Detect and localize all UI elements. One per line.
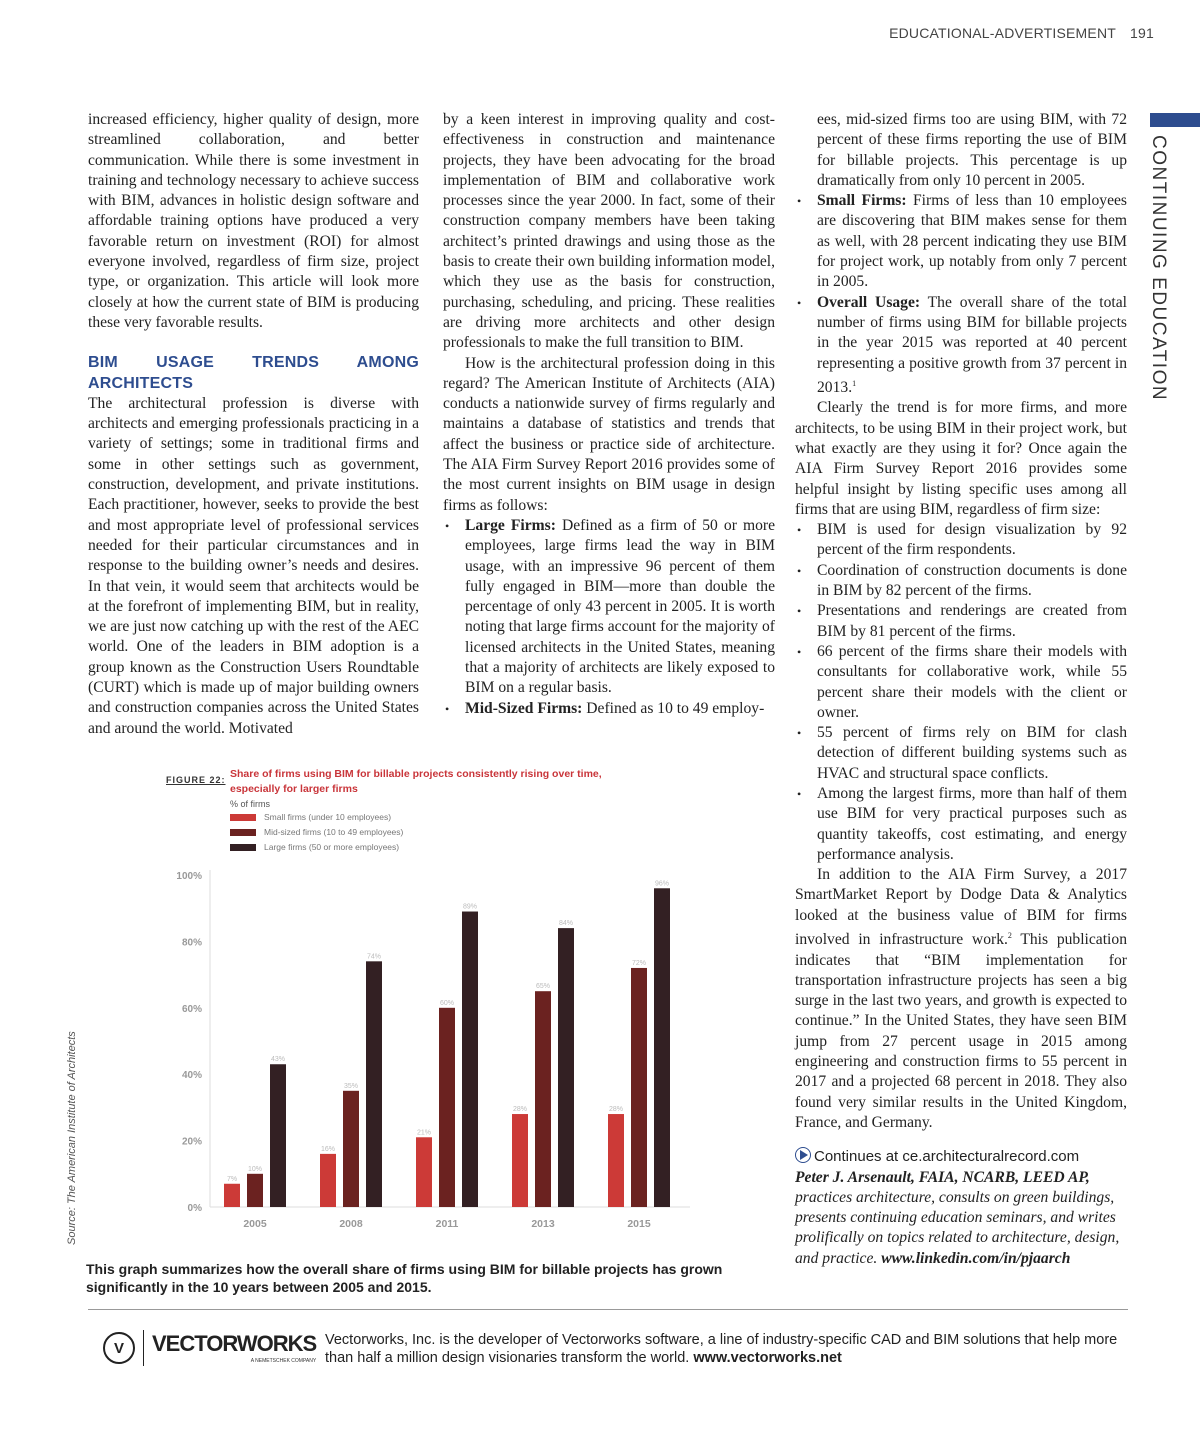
text: Defined as 10 to 49 employ- [582, 699, 765, 717]
page-number: 191 [1130, 25, 1154, 41]
sponsor-text [325, 1331, 1125, 1367]
text: This publication indicates that “BIM implementation for transportation infrastructure projects has seen a big surge in the last two years, and growth is expected to continue.” In the United States, they have seen BIM jump from 27 percent usage in 2015 among engineering and construction firms to 55 percent in 2017 and a projected 68 percent in 2018. They also found very similar results in the United Kingdom, France, and Germany. [795, 931, 1127, 1131]
list-item: • Presentations and renderings are created from BIM by 81 percent of the firms. [817, 601, 1127, 642]
author-bio [795, 1168, 1127, 1269]
footnote-ref: 1 [852, 378, 857, 388]
y-tick-label: 100% [176, 871, 202, 882]
continues-text[interactable]: Continues at ce.architecturalrecord.com [814, 1148, 1080, 1166]
logo-subtext: A NEMETSCHEK COMPANY [250, 1358, 317, 1364]
plot-area [160, 760, 700, 1240]
bar-large [270, 1064, 286, 1207]
paragraph: by a keen interest in improving quality and cost-effectiveness in construction and maintenance projects, they have been advocating for the broad implementation of BIM and collaborative work processes since the year 2000. In fact, some of their construction company members have been taking architect’s printed drawings and using those as the basis to create their own building information model, which they use as the basis for construction, purchasing, scheduling, and pricing. These realities are driving more architects and other design professionals to make the full transition to BIM. [443, 111, 775, 352]
sponsor-link[interactable]: www.vectorworks.net [693, 1350, 842, 1366]
running-header [875, 25, 1154, 41]
text: Vectorworks, Inc. is the developer of Vectorworks software, a line of industry-specific CAD and BIM solutions that help more than half a million design visionaries transform the world. [325, 1332, 1118, 1366]
data-label: 72% [631, 959, 647, 967]
continues-link[interactable] [795, 1147, 1127, 1167]
bar-mid-sized [535, 991, 551, 1207]
bar-large [462, 912, 478, 1207]
figure-caption: This graph summarizes how the overall share of firms using BIM for billable projects has grown significantly in the 10 years between 2005 and 2015. [86, 1261, 723, 1295]
term: Mid-Sized Firms: [465, 699, 583, 717]
bar-small [416, 1137, 432, 1207]
bar-chart [160, 760, 700, 1240]
list-item: • Coordination of construction documents is done in BIM by 82 percent of the firms. [817, 561, 1127, 602]
paragraph: Clearly the trend is for more firms, and more architects, to be using BIM in their project work, but what exactly are they using it for? Once again the AIA Firm Survey Report 2016 provides some helpful insight by listing specific uses among all firms that are using BIM, regardless of firm size: [795, 399, 1127, 518]
paragraph: The architectural profession is diverse with architects and emerging professionals practicing in a variety of settings; some in traditional firms and some in other settings such as government, construction, development, and private institutions. Each practitioner, however, seeks to provide the best and most appropriate level of professional services needed for their particular circumstances and in response to the building owner’s needs and desires. In that vein, it would seem that architects would be at the forefront of implementing BIM, but in reality, we are just now catching up with the rest of the AEC world. One of the leaders in BIM adoption is a group known as the Construction Users Roundtable (CURT) which is made up of major building owners and construction companies across the United States and around the world. Motivated [88, 394, 419, 737]
data-label: 60% [439, 999, 455, 1007]
x-tick-label: 2015 [627, 1218, 651, 1230]
firm-size-list [443, 516, 775, 719]
term: Overall Usage: [817, 293, 921, 311]
data-label: 28% [512, 1106, 528, 1114]
data-label: 43% [270, 1056, 286, 1064]
paragraph: How is the architectural profession doing in this regard? The American Institute of Architects (AIA) conducts a nationwide survey of firms regularly and maintains a database of statistics and trends that affect the business or practice side of architecture. The AIA Firm Survey Report 2016 provides some of the most current insights on BIM usage in design firms as follows: [443, 354, 775, 514]
y-tick-label: 20% [181, 1136, 202, 1148]
author-link[interactable]: www.linkedin.com/in/pjaarch [881, 1249, 1071, 1267]
bar-small [608, 1114, 624, 1207]
list-item: • Among the largest firms, more than half of them use BIM for very practical purposes such as quantity takeoffs, cost estimating, and energy performance analysis. [817, 784, 1127, 865]
bar-small [512, 1114, 528, 1207]
column-3 [795, 110, 1127, 1269]
x-tick-label: 2005 [243, 1218, 267, 1230]
data-label: 84% [558, 920, 574, 928]
list-item [465, 516, 775, 699]
x-tick-label: 2011 [435, 1218, 459, 1230]
bar-large [654, 888, 670, 1207]
bar-mid-sized [439, 1008, 455, 1207]
y-tick-label: 0% [187, 1203, 202, 1214]
column-1 [88, 110, 419, 739]
list-item: • 66 percent of the firms share their models with consultants for collaborative work, while 55 percent share their models with the client or owner. [817, 642, 1127, 723]
bar-mid-sized [343, 1091, 359, 1207]
legend-label: Large firms (50 or more employees) [264, 842, 400, 852]
figure-label: FIGURE 22: [166, 775, 226, 785]
list-item [817, 293, 1127, 399]
data-label: 16% [320, 1145, 336, 1153]
x-tick-label: 2008 [339, 1218, 363, 1230]
y-tick-label: 40% [181, 1070, 202, 1082]
logo-text: VECTORWORKS [152, 1331, 317, 1356]
firm-size-list-cont [795, 110, 1127, 398]
bar-mid-sized [247, 1174, 263, 1207]
data-label: 28% [608, 1106, 624, 1114]
footnote-ref: 2 [1007, 931, 1012, 941]
text: In addition to the AIA Firm Survey, a 2017 SmartMarket Report by Dodge Data & Analytics looked at the business value of BIM for firms involved in infrastructure work. [795, 866, 1127, 949]
bar-large [558, 928, 574, 1207]
divider [88, 1309, 1128, 1310]
data-label: 96% [654, 880, 670, 888]
author-name: Peter J. Arsenault, FAIA, NCARB, LEED AP, [795, 1168, 1090, 1186]
data-label: 35% [343, 1082, 359, 1090]
list-item [817, 191, 1127, 292]
legend-label: Small firms (under 10 employees) [264, 812, 392, 822]
side-label: CONTINUING EDUCATION [1148, 135, 1169, 402]
list-item-cont [817, 110, 1127, 191]
text: The overall share of the total number of firms using BIM for billable projects in the year 2015 was reported at 40 percent representing a positive growth from 37 percent in 2013. [817, 293, 1127, 397]
bar-large [366, 961, 382, 1207]
logo-divider [143, 1330, 144, 1366]
list-item: • 55 percent of firms rely on BIM for clash detection of different building systems such as HVAC and structural space conflicts. [817, 723, 1127, 784]
y-axis-label: % of firms [230, 799, 271, 809]
text: ees, mid-sized firms too are using BIM, with 72 percent of these firms reporting the use of BIM for billable projects. This percentage is up dramatically from only 10 percent in 2005. [817, 111, 1127, 189]
data-label: 89% [462, 903, 478, 911]
list-item: • BIM is used for design visualization by 92 percent of the firm respondents. [817, 520, 1127, 561]
uses-list [795, 520, 1127, 865]
paragraph [795, 865, 1127, 1133]
y-tick-label: 60% [181, 1003, 202, 1015]
x-tick-label: 2013 [531, 1218, 555, 1230]
bar-small [224, 1184, 240, 1207]
data-label: 74% [366, 953, 382, 961]
list-item [465, 699, 775, 719]
data-label: 10% [247, 1165, 263, 1173]
column-2 [443, 110, 775, 719]
section-tab [1150, 113, 1200, 127]
section-label: EDUCATIONAL-ADVERTISEMENT [889, 25, 1117, 41]
legend-label: Mid-sized firms (10 to 49 employees) [264, 827, 404, 837]
chart-source: Source: The American Institute of Architects [66, 1031, 78, 1245]
term: Large Firms: [465, 516, 556, 534]
bio-text: practices architecture, consults on green buildings, presents continuing education seminars, and writes prolifically on topics related to architecture, design, and practice. [795, 1188, 1120, 1267]
text: Defined as a firm of 50 or more employees, large firms lead the way in BIM usage, with an impressive 96 percent of them fully engaged in BIM—more than double the percentage of only 43 percent in 2005. It is worth noting that large firms account for the majority of licensed architects in the United States, meaning that a majority of architects are likely exposed to BIM on a regular basis. [465, 516, 775, 697]
text: Firms of less than 10 employees are discovering that BIM makes sense for them as well, with 28 percent indicating they use BIM for project work, up notably from only 7 percent in 2005. [817, 192, 1127, 291]
section-heading: BIM USAGE TRENDS AMONG ARCHITECTS [88, 354, 419, 392]
data-label: 7% [226, 1175, 238, 1183]
term: Small Firms: [817, 192, 907, 210]
bar-small [320, 1154, 336, 1207]
data-label: 65% [535, 983, 551, 991]
logo-mark-icon: V [103, 1332, 135, 1364]
vectorworks-logo [103, 1330, 317, 1366]
bar-mid-sized [631, 968, 647, 1207]
paragraph: increased efficiency, higher quality of design, more streamlined collaboration, and better communication. While there is some investment in training and technology necessary to achieve success with BIM, advances in holistic design software and affordable training options have produced a very favorable return on investment (ROI) for almost everyone involved, regardless of firm size, project type, or organization. This article will look more closely at how the current state of BIM is producing these very favorable results. [88, 111, 419, 331]
chart-title: Share of firms using BIM for billable projects consistently rising over time, especially for larger firms [230, 768, 602, 795]
data-label: 21% [416, 1129, 432, 1137]
play-icon [795, 1147, 811, 1163]
y-tick-label: 80% [181, 937, 202, 949]
